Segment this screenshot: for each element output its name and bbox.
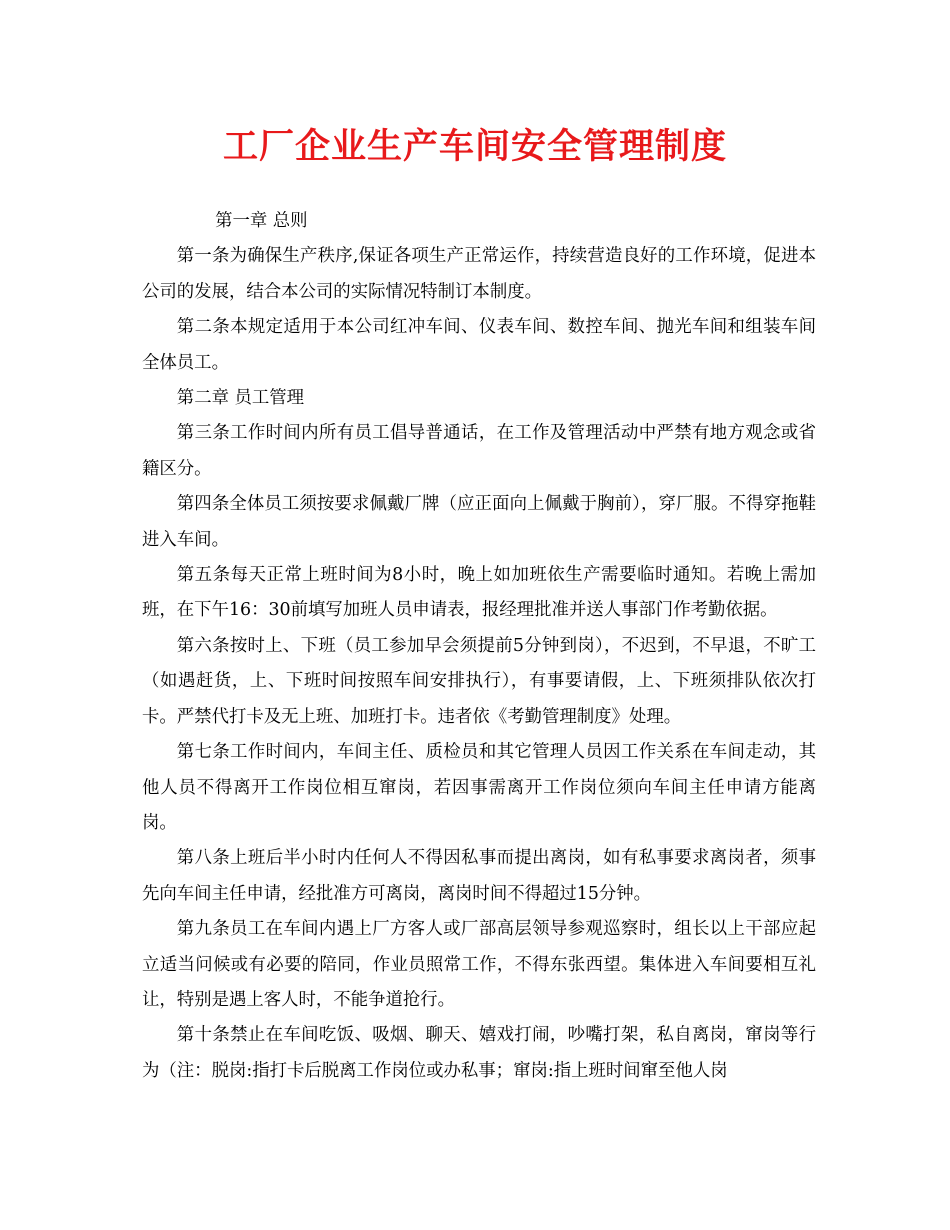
document-body — [142, 204, 816, 1089]
paragraph: 第七条工作时间内，车间主任、质检员和其它管理人员因工作关系在车间走动，其他人员不得离开工作岗位相互窜岗，若因事需离开工作岗位须向车间主任申请方能离岗。 — [142, 742, 816, 833]
document-title: 工厂企业生产车间安全管理制度 — [222, 126, 727, 167]
paragraph: 第二条本规定适用于本公司红冲车间、仪表车间、数控车间、抛光车间和组装车间全体员工。 — [142, 317, 816, 373]
paragraph: 第四条全体员工须按要求佩戴厂牌（应正面向上佩戴于胸前），穿厂服。不得穿拖鞋进入车间。 — [142, 494, 816, 550]
paragraph: 第五条每天正常上班时间为8小时，晚上如加班依生产需要临时通知。若晚上需加班，在下午16：30前填写加班人员申请表，报经理批准并送人事部门作考勤依据。 — [142, 565, 816, 621]
chapter-heading: 第一章 总则 — [215, 211, 308, 231]
chapter-heading: 第二章 员工管理 — [176, 388, 305, 409]
paragraph: 第九条员工在车间内遇上厂方客人或厂部高层领导参观巡察时，组长以上干部应起立适当问候或有必要的陪同，作业员照常工作，不得东张西望。集体进入车间要相互礼让，特别是遇上客人时，不能争道抢行。 — [142, 919, 816, 1010]
paragraph: 第八条上班后半小时内任何人不得因私事而提出离岗，如有私事要求离岗者，须事先向车间主任申请，经批准方可离岗，离岗时间不得超过15分钟。 — [142, 848, 816, 904]
paragraph: 第十条禁止在车间吃饭、吸烟、聊天、嬉戏打闹，吵嘴打架，私自离岗，窜岗等行为（注：脱岗:指打卡后脱离工作岗位或办私事；窜岗:指上班时间窜至他人岗 — [142, 1025, 816, 1081]
paragraph: 第一条为确保生产秩序,保证各项生产正常运作，持续营造良好的工作环境，促进本公司的发展，结合本公司的实际情况特制订本制度。 — [142, 246, 816, 302]
paragraph: 第六条按时上、下班（员工参加早会须提前5分钟到岗），不迟到，不早退，不旷工（如遇赶货，上、下班时间按照车间安排执行），有事要请假，上、下班须排队依次打卡。严禁代打卡及无上班、加班打卡。违者依《考勤管理制度》处理。 — [142, 635, 816, 727]
paragraph: 第三条工作时间内所有员工倡导普通话，在工作及管理活动中严禁有地方观念或省籍区分。 — [142, 423, 816, 479]
